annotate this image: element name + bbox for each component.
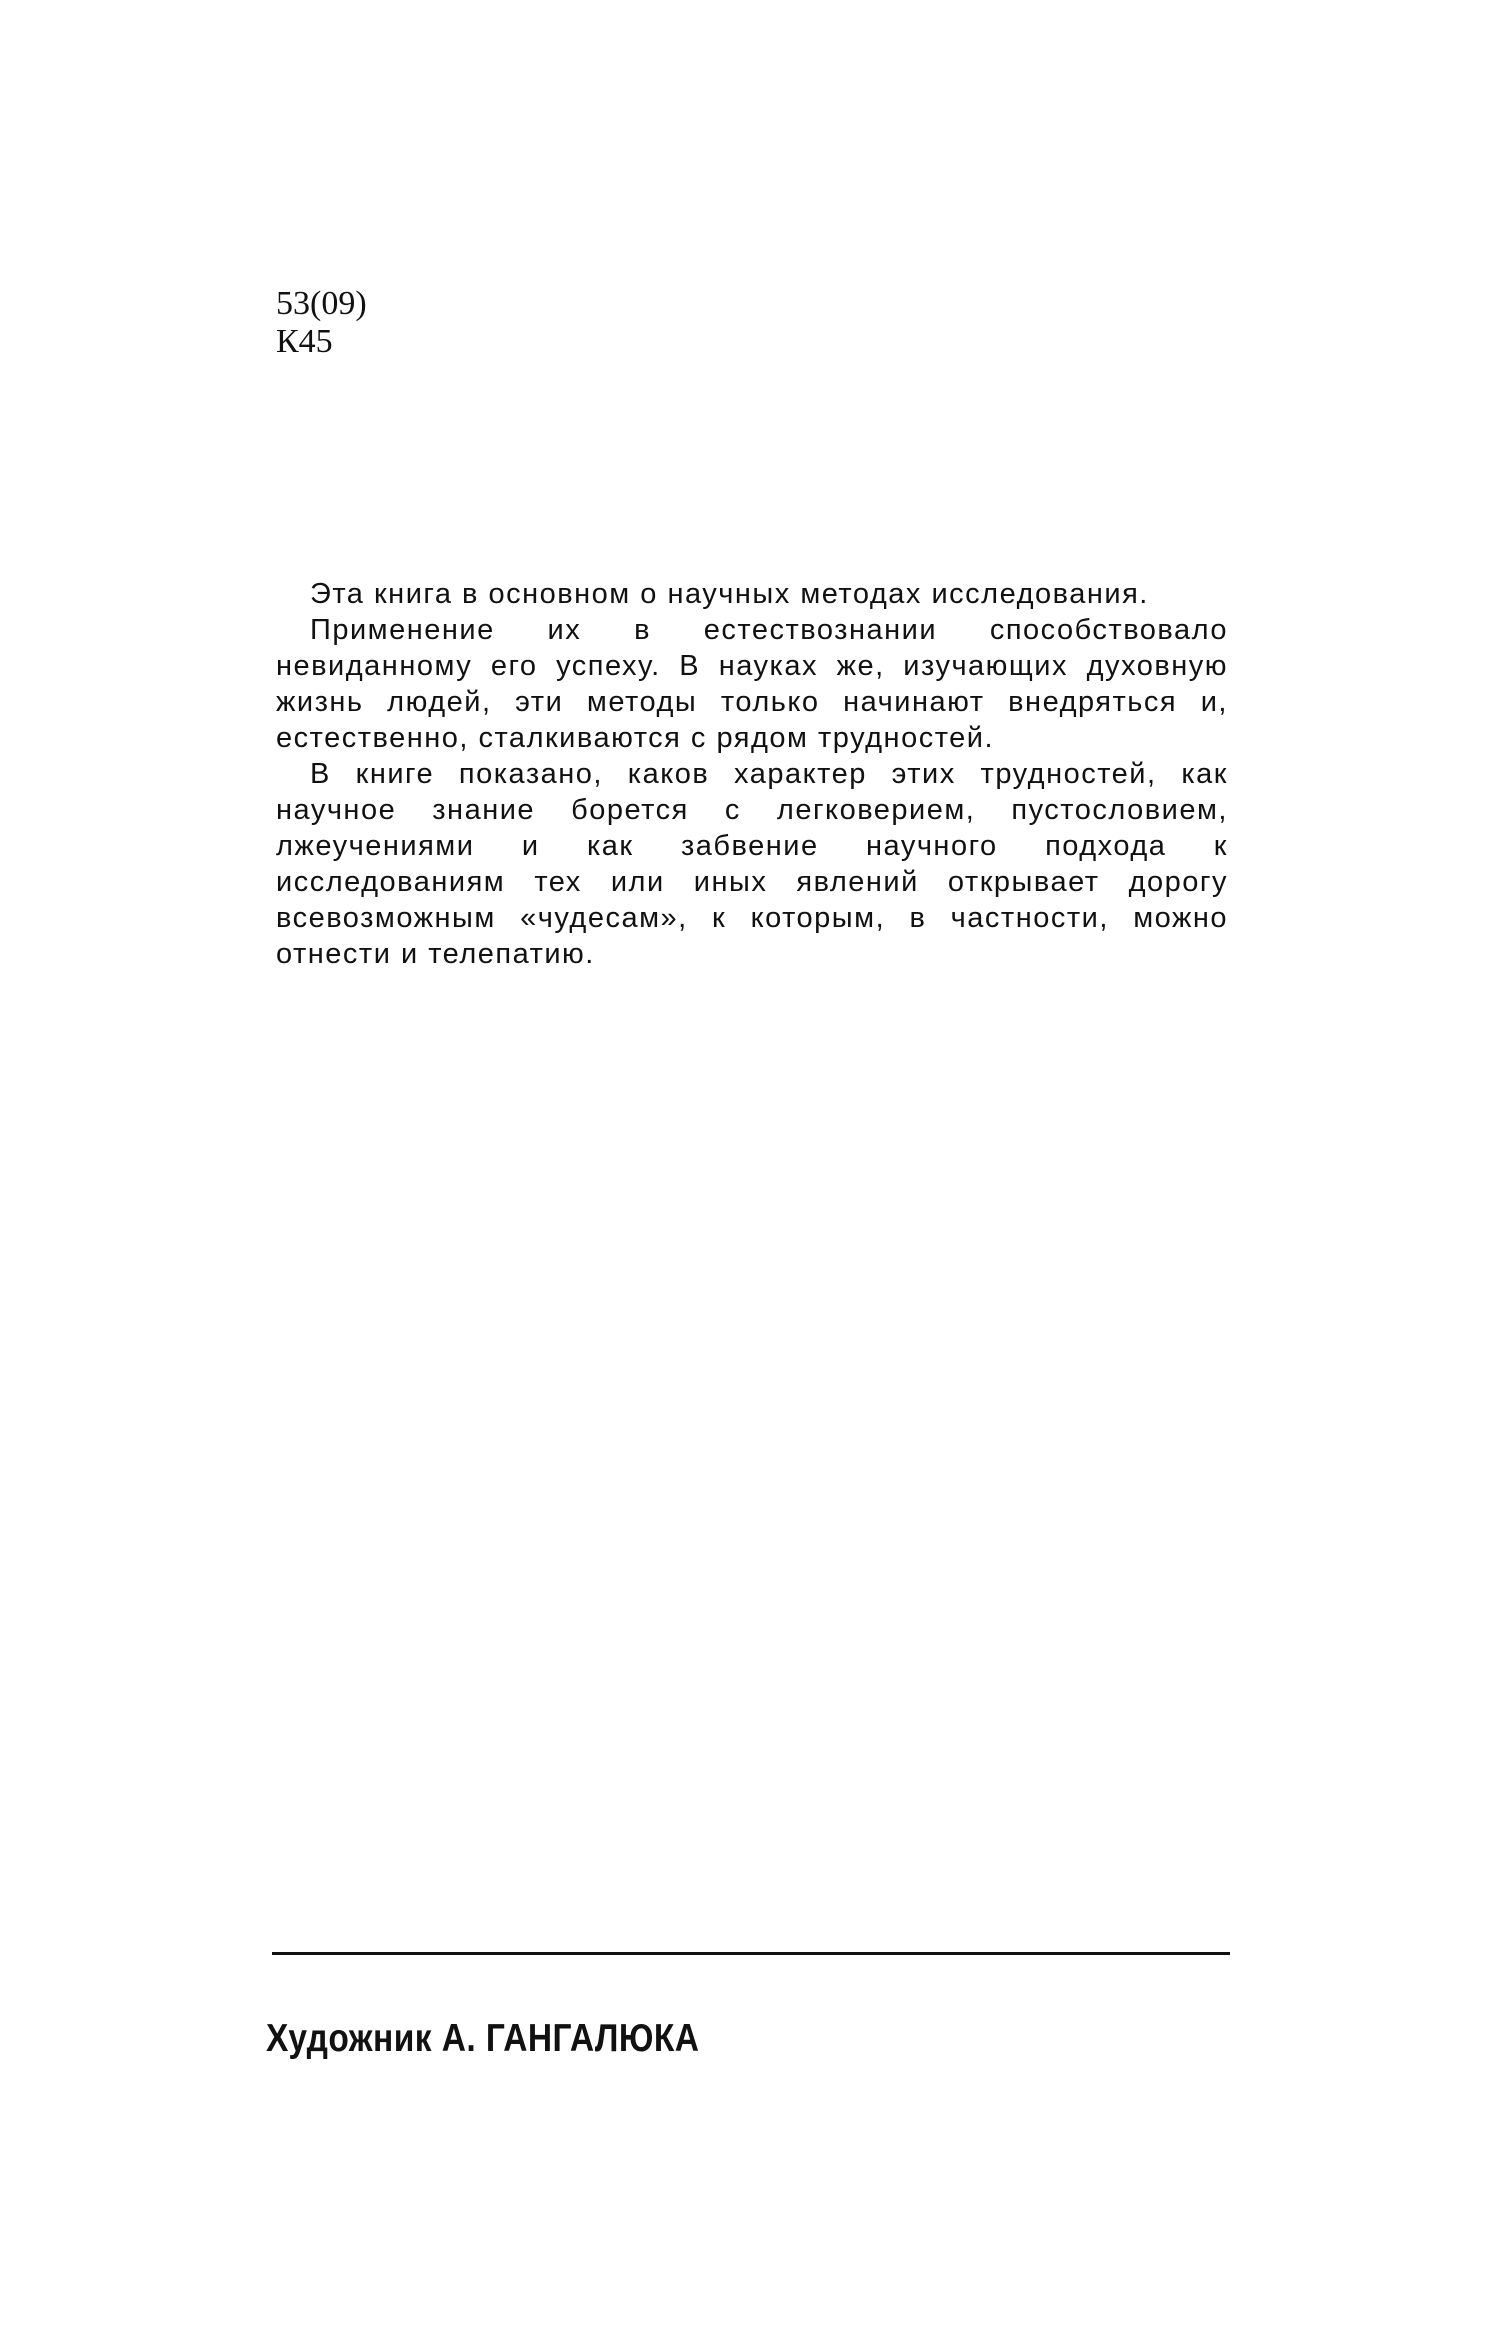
book-annotation (276, 576, 1228, 972)
library-classification (276, 285, 367, 361)
annotation-paragraph-1: Эта книга в основном о научных методах исследования. (310, 578, 1149, 610)
author-mark: К45 (276, 323, 333, 360)
udc-code: 53(09) (276, 285, 367, 322)
annotation-paragraph-2: Применение их в естествознании способствовало невиданному его успеху. В науках же, изучающих духовную жизнь людей, эти методы только начинают внедряться и, естественно, сталкиваются с рядом трудностей. (276, 614, 1228, 754)
horizontal-divider (272, 1952, 1230, 1955)
artist-credit: Художник А. ГАНГАЛЮКА (266, 2017, 700, 2060)
annotation-paragraph-3: В книге показано, каков характер этих трудностей, как научное знание борется с легковерием, пустословием, лжеучениями и как забвение научного подхода к исследованиям тех или иных явлений открывает дорогу всевозможным «чудесам», к которым, в частности, можно отнести и телепатию. (276, 758, 1228, 970)
